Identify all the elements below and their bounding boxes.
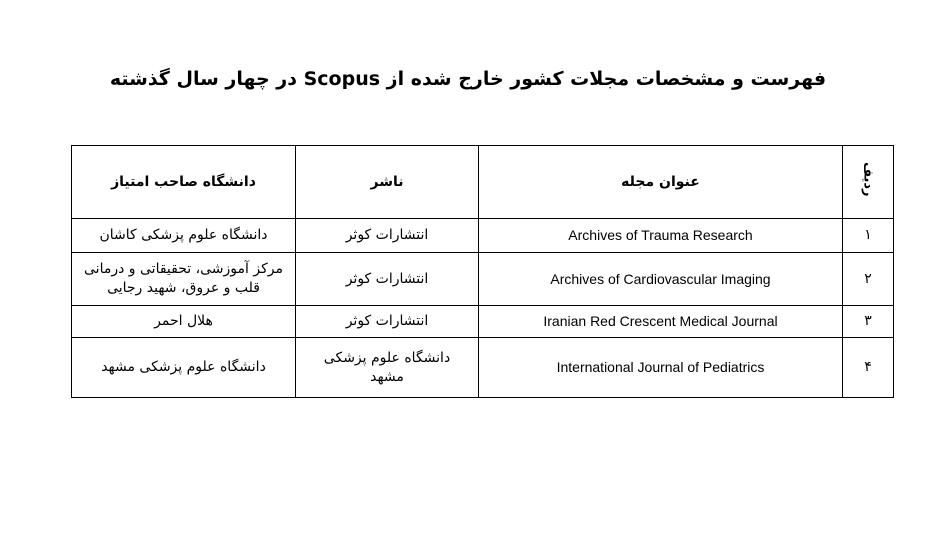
university: [72, 253, 296, 306]
row-number: ۴: [843, 338, 894, 398]
table-row: [72, 306, 894, 338]
journal-title: Iranian Red Crescent Medical Journal: [479, 306, 843, 338]
university: هلال احمر: [72, 306, 296, 338]
publisher: انتشارات کوثر: [296, 219, 479, 253]
table-row: [72, 253, 894, 306]
header-journal-title: عنوان مجله: [479, 146, 843, 219]
publisher: [296, 338, 479, 398]
publisher-line: مشهد: [370, 368, 404, 385]
row-number: ۳: [843, 306, 894, 338]
university-line: قلب و عروق، شهید رجایی: [107, 280, 260, 296]
header-university: دانشگاه صاحب امتیاز: [72, 146, 296, 219]
journals-table: [71, 145, 894, 398]
journal-title: Archives of Cardiovascular Imaging: [479, 253, 843, 306]
row-number: ۱: [843, 219, 894, 253]
university: دانشگاه علوم پزشکی مشهد: [72, 338, 296, 398]
journal-title: Archives of Trauma Research: [479, 219, 843, 253]
publisher-line: دانشگاه علوم پزشکی: [323, 349, 451, 366]
publisher: انتشارات کوثر: [296, 306, 479, 338]
university-line: مرکز آموزشی، تحقیقاتی و درمانی: [84, 261, 283, 277]
document-title: فهرست و مشخصات مجلات کشور خارج شده از Scopus در چهار سال گذشته: [109, 68, 827, 90]
university: دانشگاه علوم پزشکی کاشان: [72, 219, 296, 253]
header-row-number: ردیف: [843, 146, 894, 219]
table-header-row: [72, 146, 894, 219]
table-row: [72, 338, 894, 398]
header-publisher: ناشر: [296, 146, 479, 219]
publisher: انتشارات کوثر: [296, 253, 479, 306]
row-number: ۲: [843, 253, 894, 306]
journal-title: International Journal of Pediatrics: [479, 338, 843, 398]
table-row: [72, 219, 894, 253]
